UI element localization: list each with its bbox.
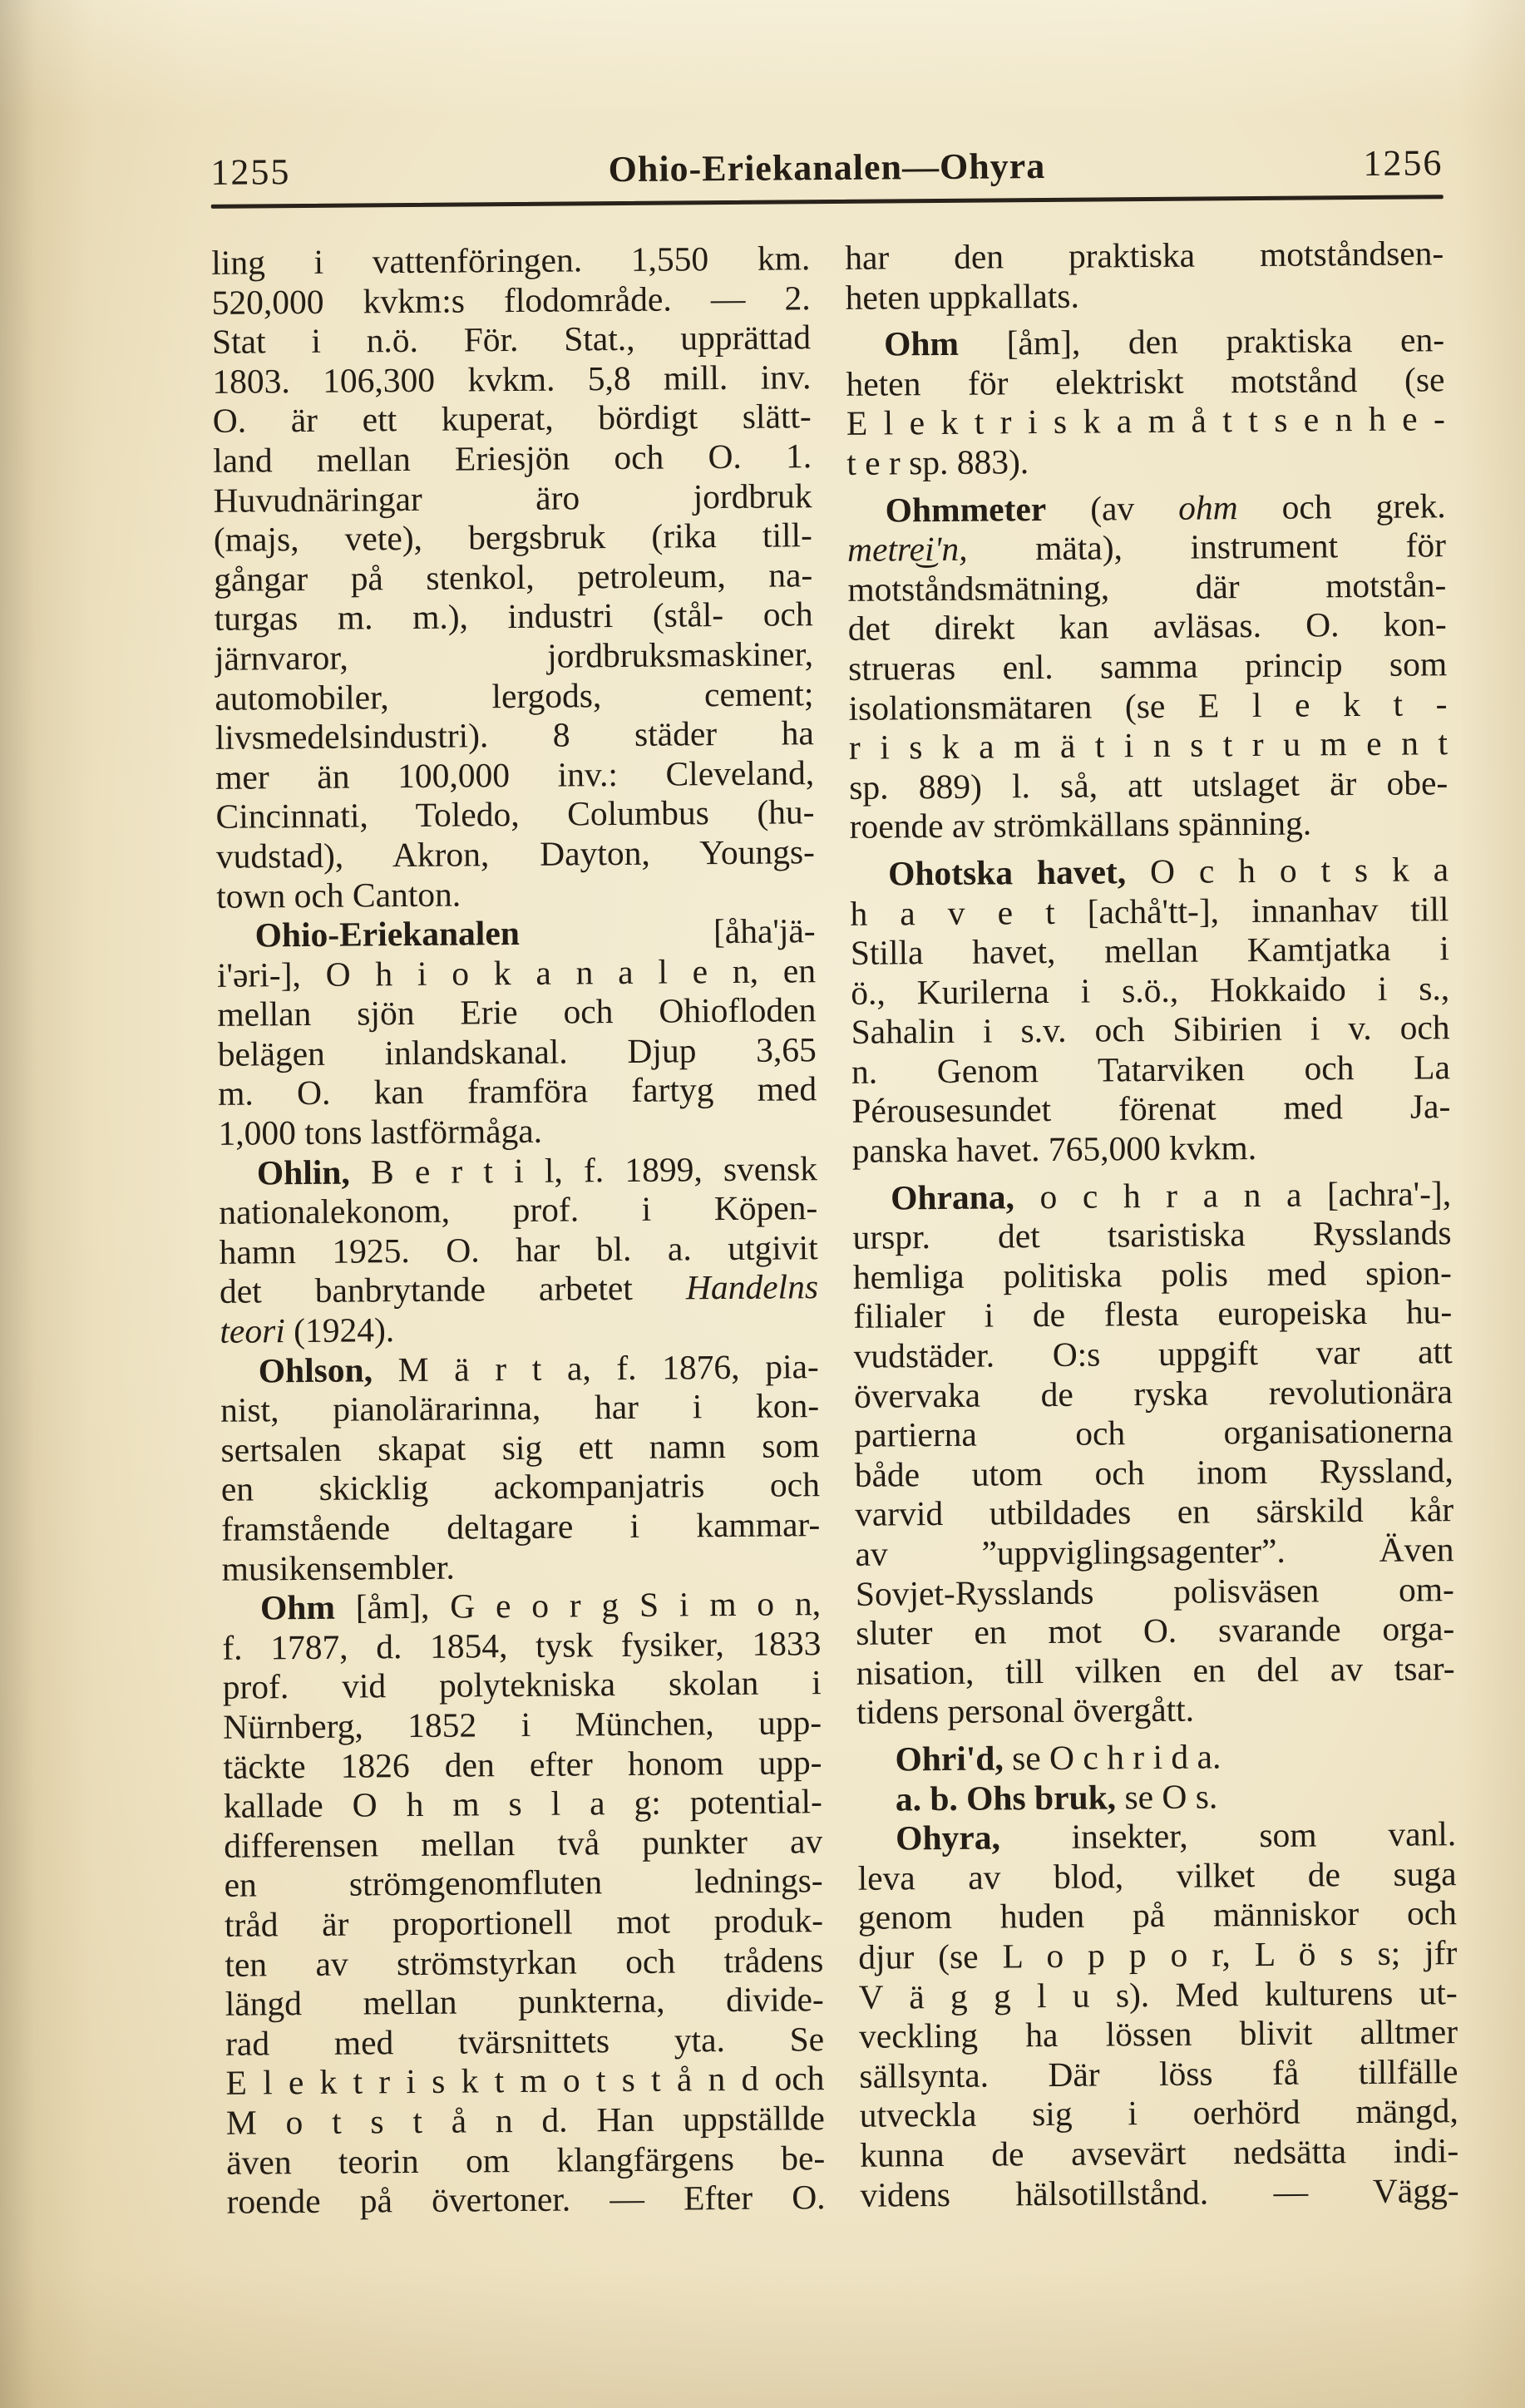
paragraph (846, 320, 1445, 483)
text-segment: O. är ett kuperat, bördigt slätt- (212, 397, 812, 441)
paragraph (222, 1584, 826, 2222)
text-segment: mellan sjön Erie och Ohiofloden (217, 990, 817, 1034)
text-segment: E l e k t r i s k a m å t t s e n h e - (846, 399, 1445, 443)
text-line (853, 1332, 1452, 1376)
text-line (859, 2012, 1458, 2056)
text-line (846, 486, 1445, 530)
text-segment: ten av strömstyrkan och trådens (225, 1940, 824, 1984)
text-segment: Pérousesundet förenat med Ja- (851, 1087, 1451, 1131)
text-segment: turgas m. m.), industri (stål- och (214, 595, 813, 639)
text-line (220, 1347, 819, 1391)
text-segment: (majs, vete), bergsbruk (rika till- (213, 516, 813, 559)
text-segment: gångar på stenkol, petroleum, na- (214, 555, 813, 599)
entry-headword: a. b. Ohs bruk, (895, 1777, 1117, 1818)
text-segment: framstående deltagare i kammar- (221, 1505, 821, 1548)
text-line (225, 1941, 823, 1985)
text-line (212, 318, 811, 362)
text-line (847, 526, 1446, 570)
text-segment: en skicklig ackompanjatris och (220, 1465, 821, 1509)
entry-headword: Ohyra, (896, 1818, 1001, 1858)
text-line (219, 1149, 817, 1193)
text-segment: sluter en mot O. svarande orga- (856, 1609, 1455, 1653)
paragraph (852, 1174, 1455, 1733)
text-line (215, 634, 813, 678)
text-line (858, 1933, 1457, 1977)
text-line (860, 2171, 1458, 2215)
text-line (853, 1293, 1452, 1337)
text-segment: [åm], G e o r g S i m o n, (334, 1584, 822, 1626)
text-segment: nist, pianolärarinna, har i kon- (220, 1386, 820, 1430)
text-segment: utveckla sig i oerhörd mängd, (859, 2091, 1458, 2135)
text-line (215, 674, 813, 718)
text-segment: land mellan Eriesjön och O. 1. (212, 437, 812, 480)
text-line (221, 1466, 820, 1510)
text-line (223, 1743, 822, 1787)
text-segment: partierna och organisationerna (854, 1411, 1453, 1455)
text-line (855, 1491, 1453, 1535)
text-line (852, 1213, 1451, 1257)
text-segment: Stilla havet, mellan Kamtjatka i (850, 929, 1449, 972)
text-segment: Handelns (685, 1267, 819, 1307)
text-segment: veckling ha lössen blivit alltmer (858, 2012, 1458, 2055)
text-segment: och grek. (1237, 486, 1446, 526)
paragraph (845, 234, 1444, 318)
text-line (856, 1570, 1454, 1614)
text-line (860, 2091, 1458, 2135)
text-line (219, 1228, 817, 1272)
text-line (852, 1174, 1451, 1218)
text-line (218, 1070, 817, 1114)
text-segment: se O c h r i d a. (1003, 1737, 1221, 1778)
paragraph (220, 1347, 821, 1589)
text-line (859, 1973, 1458, 2017)
text-line (219, 1188, 817, 1232)
text-line (851, 929, 1449, 973)
text-segment: f. 1787, d. 1854, tysk fysiker, 1833 (222, 1623, 822, 1667)
text-line (220, 1307, 818, 1351)
text-segment: har den praktiska motståndsen- (845, 234, 1444, 277)
text-line (214, 516, 812, 560)
text-segment: det banbrytande arbetet (219, 1268, 687, 1311)
text-segment: hemliga politiska polis med spion- (852, 1253, 1453, 1296)
text-line (846, 320, 1444, 364)
text-segment: filialer i de flesta europeiska hu- (853, 1292, 1453, 1336)
text-segment: genom huden på människor och (857, 1893, 1458, 1937)
paragraph (219, 1149, 819, 1352)
text-line (851, 1048, 1450, 1092)
text-segment: vudstad), Akron, Dayton, Youngs- (215, 832, 816, 876)
text-segment: M o t s t å n d. Han uppställde (225, 2099, 826, 2142)
text-line (846, 439, 1445, 483)
text-line (854, 1372, 1453, 1416)
text-segment: det direkt kan avläsas. O. kon- (847, 604, 1447, 649)
text-segment: Sahalin i s.v. och Sibirien i v. och (851, 1008, 1450, 1052)
text-line (856, 1609, 1454, 1653)
text-segment: Stat i n.ö. För. Stat., upprättad (211, 318, 812, 362)
text-segment: automobiler, lergods, cement; (215, 674, 814, 718)
entry-headword: Ohlin, (256, 1152, 350, 1192)
text-segment: [åha'jä- (519, 911, 816, 953)
text-line (216, 911, 815, 955)
entry-headword: Ohm (259, 1587, 336, 1627)
text-line (211, 279, 810, 323)
text-segment: prof. vid polytekniska skolan i (222, 1663, 822, 1707)
text-segment: roende av strömkällans spänning. (849, 803, 1312, 846)
text-line (849, 763, 1448, 807)
text-line (226, 2099, 825, 2143)
text-line (214, 595, 812, 639)
text-line (226, 2178, 825, 2222)
text-segment: leva av blod, vilket de suga (857, 1853, 1457, 1897)
text-segment: 520,000 kvkm:s flodområde. — 2. (211, 278, 811, 322)
text-segment: Huvudnäringar äro jordbruk (213, 476, 812, 520)
page-header (210, 141, 1443, 195)
text-line (849, 723, 1448, 767)
text-segment: ö., Kurilerna i s.ö., Hokkaido i s., (851, 968, 1450, 1012)
text-segment: 1803. 106,300 kvkm. 5,8 mill. inv. (212, 357, 812, 401)
text-line (224, 1822, 822, 1866)
text-line (221, 1505, 820, 1549)
text-line (225, 2020, 824, 2064)
text-segment: V ä g g l u s). Med kulturens ut- (858, 1972, 1458, 2016)
text-segment: längd mellan punkterna, divide- (225, 1980, 824, 2023)
text-segment: (1924). (284, 1310, 395, 1350)
text-segment: (av (1046, 488, 1179, 528)
text-line (215, 753, 814, 797)
text-line (854, 1411, 1453, 1455)
text-segment: sällsynta. Där löss få tillfälle (859, 2051, 1458, 2095)
text-line (211, 239, 810, 283)
text-line (220, 1268, 818, 1312)
text-segment: övervaka de ryska revolutionära (853, 1371, 1453, 1415)
text-segment: E l e k t r i s k t m o t s t å n d och (225, 2059, 825, 2103)
text-segment: B e r t i l, f. 1899, svensk (349, 1148, 818, 1192)
text-segment: t e r sp. 883). (846, 442, 1029, 482)
text-line (846, 360, 1444, 404)
text-segment: [åm], den praktiska en- (958, 320, 1445, 363)
text-segment: kallade O h m s l a g: potential- (223, 1782, 823, 1825)
paragraph (216, 911, 817, 1153)
text-segment: motståndsmätning, där motstån- (847, 565, 1447, 609)
entry-headword: Ohotska havet, (887, 852, 1127, 893)
text-line (225, 1901, 823, 1945)
paragraph (850, 850, 1451, 1171)
text-line (856, 1689, 1455, 1733)
text-segment: musikensembler. (221, 1547, 455, 1588)
entry-headword: Ohm (883, 323, 960, 363)
text-segment: livsmedelsindustri). 8 städer ha (215, 713, 814, 757)
text-segment: mäta), instrument för (967, 526, 1447, 568)
text-segment: roende på övertoner. — Efter O. (226, 2178, 826, 2221)
text-line (213, 437, 812, 481)
text-segment: av ”uppviglingsagenter”. Även (855, 1530, 1454, 1573)
text-segment: videns hälsotillstånd. — Vägg- (860, 2170, 1459, 2214)
text-segment: h a v e t [achå'tt-], innanhav till (850, 889, 1449, 933)
text-segment: differensen mellan två punkter av (224, 1821, 823, 1865)
text-line (860, 2131, 1458, 2175)
entry-headword: Ohrana, (890, 1177, 1015, 1217)
text-line (222, 1624, 821, 1668)
text-segment: i'əri-], O h i o k a n a l e n, en (216, 950, 817, 994)
text-line (216, 872, 815, 916)
text-line (215, 792, 814, 836)
text-line (858, 1893, 1457, 1937)
text-line (859, 2052, 1458, 2096)
text-segment: sp. 889) l. så, att utslaget är obe- (849, 762, 1449, 807)
text-segment: n. Genom Tatarviken och La (851, 1048, 1451, 1091)
text-segment: djur (se L o p p o r, L ö s s; jfr (858, 1933, 1458, 1976)
text-line (846, 400, 1445, 444)
text-line (855, 1530, 1453, 1574)
text-line (850, 890, 1449, 934)
text-segment: isolationsmätaren (se E l e k t - (848, 683, 1448, 728)
text-segment: metre͜i'n, (846, 529, 968, 570)
text-line (220, 1386, 819, 1430)
text-segment: 1,000 tons lastförmåga. (218, 1111, 543, 1152)
text-segment: varvid utbildades en särskild kår (854, 1490, 1454, 1534)
text-line (224, 1861, 822, 1905)
text-line (218, 1030, 817, 1074)
text-segment: heten för elektriskt motstånd (se (846, 359, 1445, 403)
entry-headword: Ohio-Eriekanalen (254, 914, 521, 955)
paragraph (856, 1735, 1455, 1779)
text-segment: O c h o t s k a (1125, 850, 1449, 891)
text-line (857, 1854, 1456, 1898)
page-number-left: 1255 (210, 151, 291, 193)
text-line (855, 1451, 1453, 1495)
header-rule (211, 195, 1444, 209)
text-segment: heten uppkallats. (845, 276, 1080, 317)
text-segment: ohm (1177, 487, 1238, 527)
text-line (856, 1735, 1455, 1779)
paragraph (857, 1814, 1459, 2215)
text-line (216, 832, 815, 876)
text-line (217, 990, 816, 1034)
text-line (225, 2059, 824, 2103)
text-line (212, 358, 811, 402)
text-segment: rad med tvärsnittets yta. Se (225, 2019, 825, 2063)
text-segment: strueras enl. samma princip som (847, 644, 1448, 688)
text-line (225, 1980, 824, 2024)
entry-headword: Ohlson, (258, 1350, 373, 1390)
text-segment: town och Canton. (216, 875, 461, 915)
text-line (850, 850, 1449, 894)
text-line (217, 951, 816, 995)
text-segment: M ä r t a, f. 1876, pia- (372, 1346, 819, 1389)
text-segment: panska havet. 765,000 kvkm. (851, 1128, 1257, 1170)
text-segment: ling i vattenföringen. 1,550 km. (211, 239, 811, 282)
text-line (223, 1703, 822, 1747)
text-line (213, 397, 812, 442)
text-line (223, 1664, 822, 1708)
text-segment: även teorin om klangfärgens be- (226, 2138, 826, 2182)
text-segment: nationalekonom, prof. i Köpen- (219, 1188, 818, 1232)
text-line (847, 565, 1446, 609)
paragraph (846, 486, 1448, 847)
text-line (857, 1775, 1456, 1819)
text-segment: kunna de avsevärt nedsätta indi- (860, 2131, 1459, 2174)
text-segment: Cincinnati, Toledo, Columbus (hu- (215, 792, 815, 836)
text-line (848, 684, 1447, 728)
text-segment: teori (220, 1311, 285, 1350)
text-line (848, 644, 1447, 688)
text-segment: en strömgenomfluten lednings- (224, 1861, 823, 1905)
text-line (214, 555, 812, 600)
page-number-right: 1256 (1363, 142, 1444, 184)
running-title: Ohio-Eriekanalen—Ohyra (608, 145, 1046, 190)
paragraph (857, 1775, 1456, 1819)
text-segment: belägen inlandskanal. Djup 3,65 (217, 1030, 817, 1073)
text-line (215, 713, 814, 757)
text-line (226, 2139, 825, 2183)
text-segment: både utom och inom Ryssland, (854, 1450, 1453, 1494)
text-line (852, 1127, 1451, 1171)
text-segment: järnvaror, jordbruksmaskiner, (214, 634, 814, 678)
paragraph (211, 239, 815, 916)
text-line (851, 969, 1449, 1013)
text-segment: mer än 100,000 inv.: Cleveland, (215, 752, 815, 797)
text-segment: urspr. det tsaristiska Rysslands (852, 1213, 1452, 1257)
text-line (856, 1649, 1454, 1693)
column-right (845, 234, 1459, 2217)
page-content (210, 141, 1459, 2222)
text-segment: tråd är proportionell mot produk- (224, 1901, 824, 1944)
text-segment: Sovjet-Rysslands polisväsen om- (855, 1569, 1455, 1613)
text-line (845, 234, 1444, 278)
text-line (213, 476, 812, 521)
text-line (851, 1088, 1450, 1132)
text-line (218, 1109, 817, 1153)
text-segment: nisation, till vilken en del av tsar- (856, 1648, 1455, 1692)
text-segment: tidens personal övergått. (856, 1690, 1195, 1732)
text-segment: Nürnberg, 1852 i München, upp- (222, 1703, 822, 1746)
text-line (222, 1584, 821, 1628)
text-line (848, 605, 1447, 649)
entry-headword: Ohri'd, (895, 1739, 1004, 1779)
text-segment: insekter, som vanl. (999, 1814, 1457, 1857)
entry-headword: Ohmmeter (885, 489, 1047, 530)
text-line (857, 1814, 1456, 1858)
text-line (849, 803, 1448, 847)
text-line (220, 1426, 819, 1470)
text-line (851, 1008, 1449, 1052)
text-line (221, 1545, 820, 1589)
text-segment: m. O. kan framföra fartyg med (217, 1069, 817, 1113)
text-line (853, 1253, 1452, 1297)
column-left (211, 239, 826, 2222)
text-line (224, 1782, 822, 1826)
text-segment: r i s k a m ä t i n s t r u m e n t (848, 723, 1449, 767)
text-segment: vudstäder. O:s uppgift var att (853, 1332, 1453, 1375)
text-segment: täckte 1826 den efter honom upp- (223, 1742, 822, 1786)
text-segment: se O s. (1115, 1776, 1218, 1816)
text-segment: o c h r a n a [achra'-], (1014, 1173, 1452, 1216)
text-segment: hamn 1925. O. har bl. a. utgivit (219, 1228, 818, 1271)
text-segment: sertsalen skapat sig ett namn som (220, 1425, 820, 1469)
text-columns (211, 234, 1459, 2222)
text-line (845, 274, 1444, 318)
